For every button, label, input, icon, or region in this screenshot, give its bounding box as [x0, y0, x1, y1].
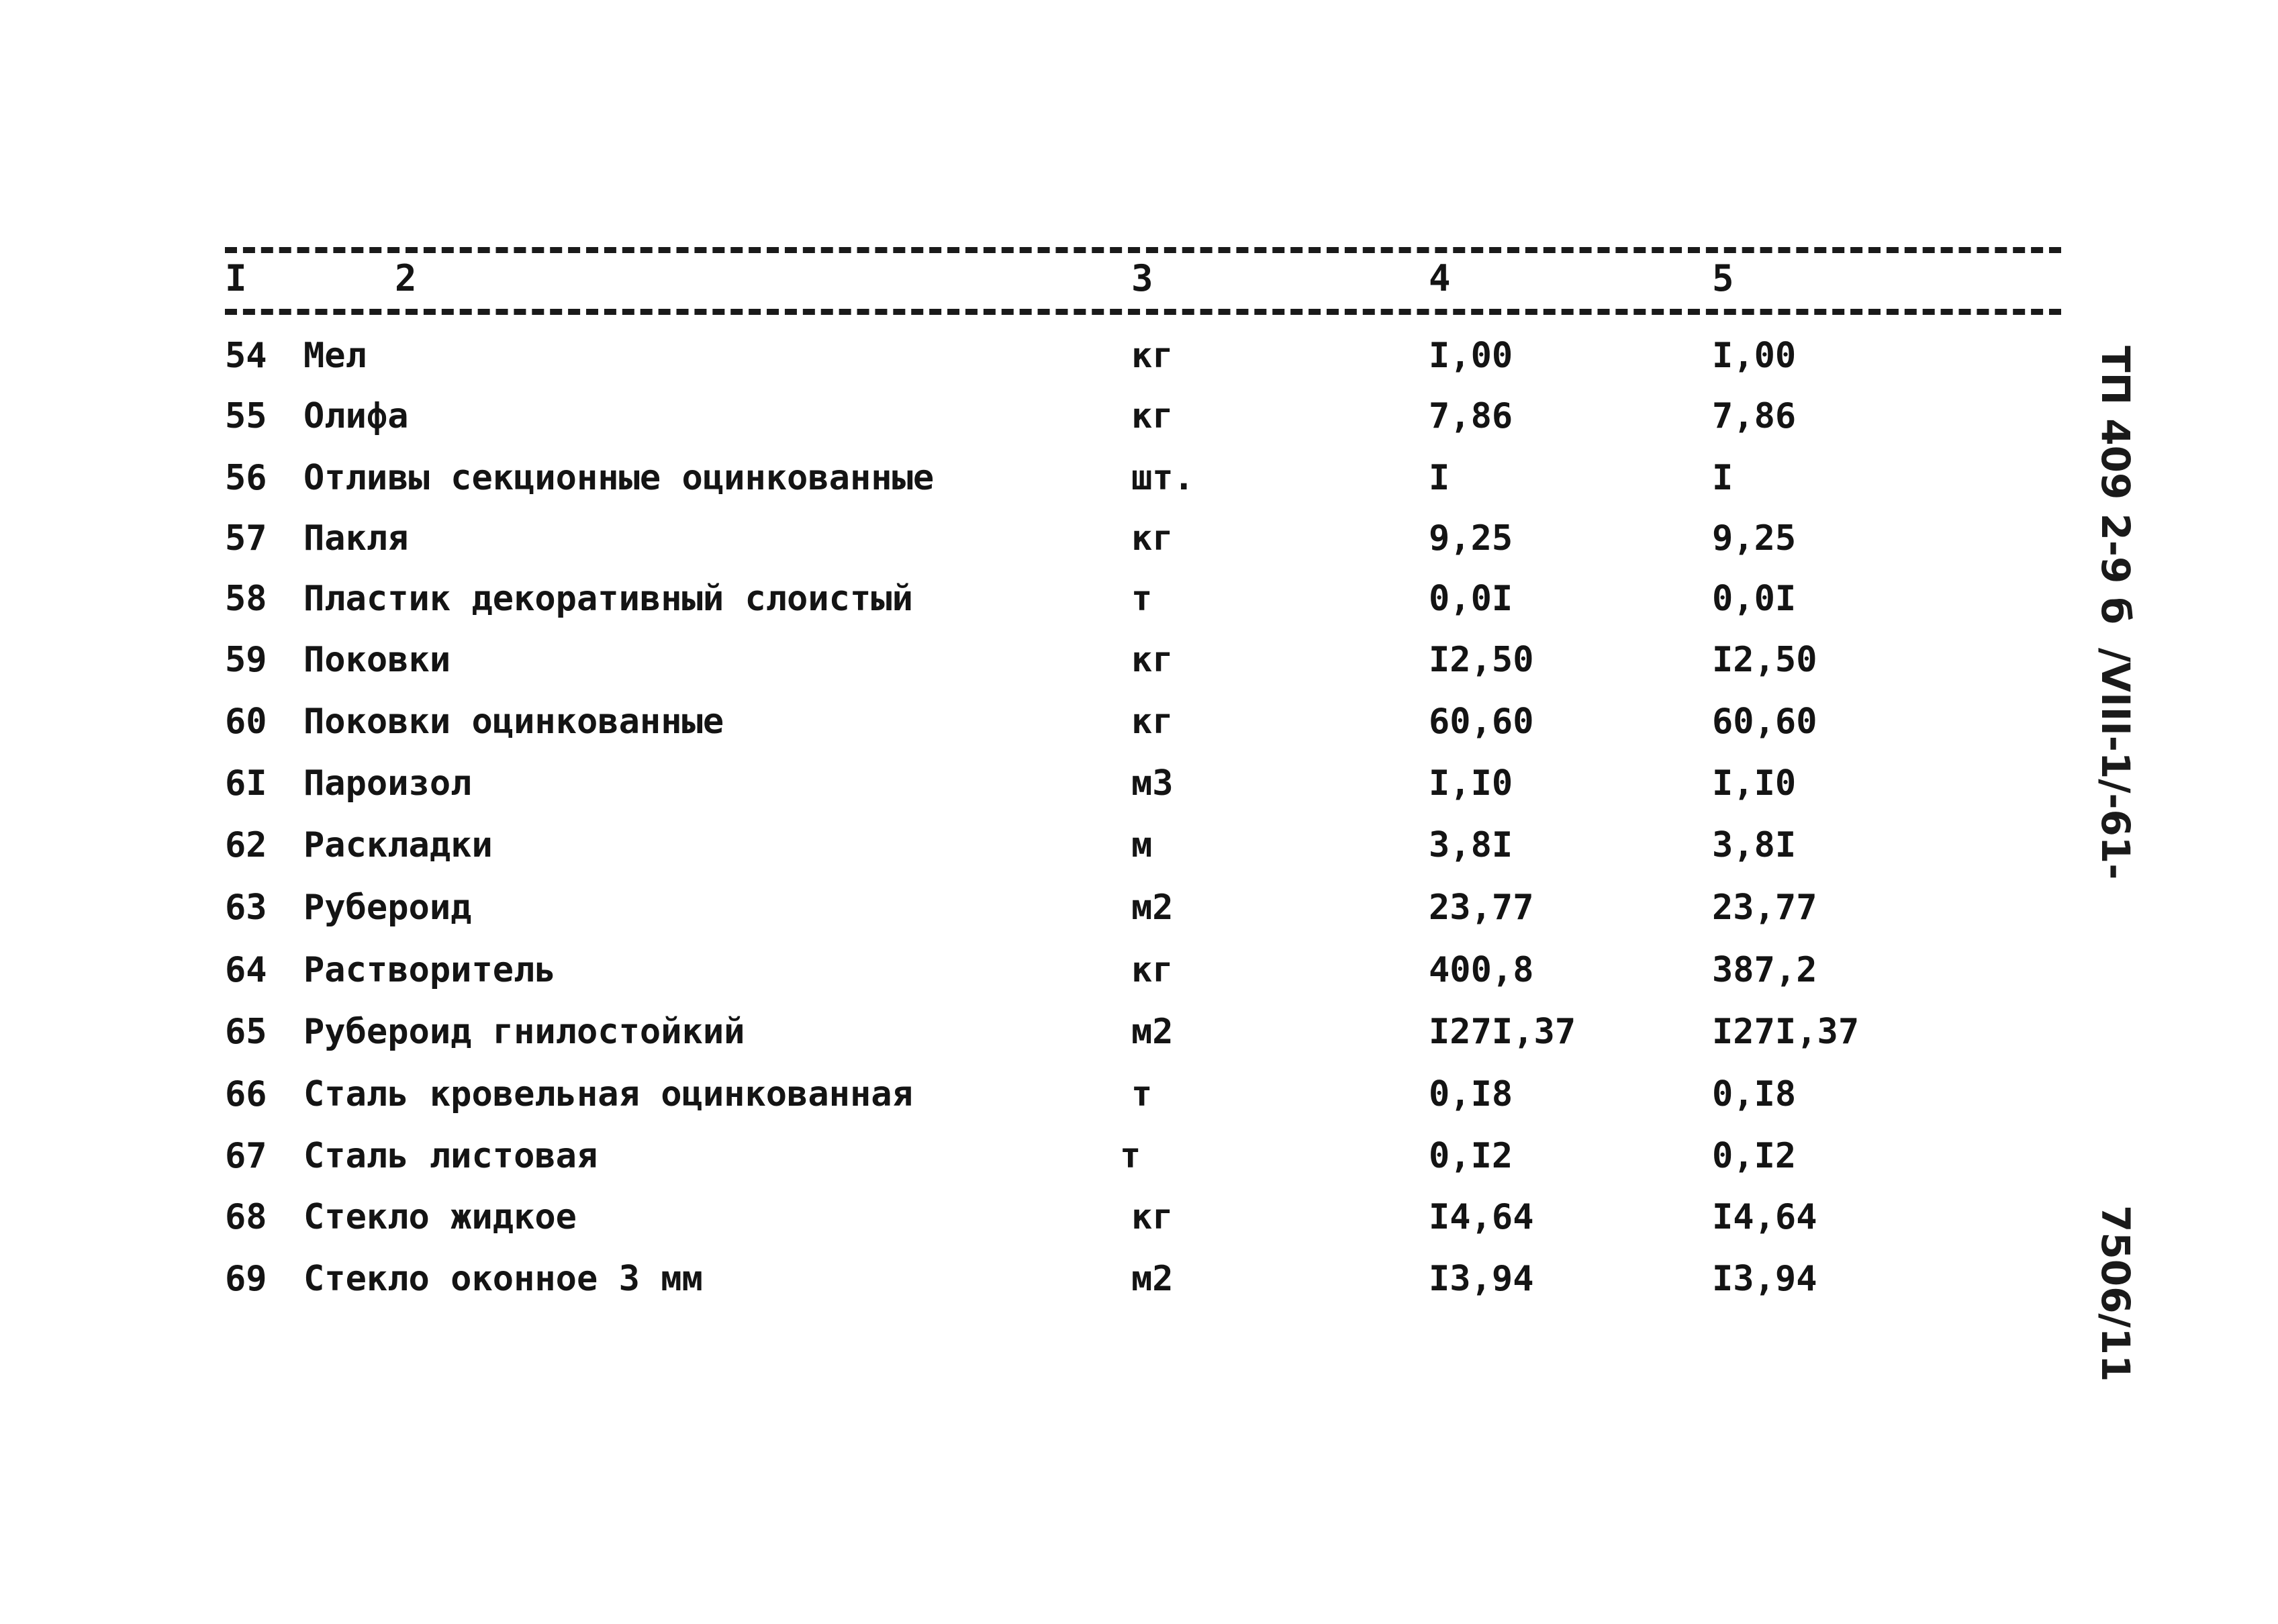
material-name: Рубероид	[303, 888, 472, 928]
row-number: 54	[225, 336, 267, 376]
value-col-4: 0,I2	[1429, 1136, 1513, 1176]
table-row	[0, 1005, 2278, 1059]
value-col-5: I,I0	[1712, 763, 1797, 804]
table-row	[0, 329, 2278, 383]
side-note-inventory-number: 7506/11	[2093, 1205, 2138, 1382]
value-col-5: 7,86	[1712, 396, 1797, 436]
material-name: Олифа	[303, 396, 409, 436]
material-name: Пакля	[303, 518, 409, 559]
table-header	[0, 255, 2278, 302]
value-col-5: 23,77	[1712, 888, 1817, 928]
value-col-5: I2,50	[1712, 640, 1817, 680]
value-col-5: 0,I8	[1712, 1074, 1797, 1114]
row-number: 62	[225, 825, 267, 865]
table-row	[0, 1252, 2278, 1306]
table-row	[0, 695, 2278, 749]
material-name: Сталь листовая	[303, 1136, 598, 1176]
unit: м	[1131, 825, 1153, 865]
material-name: Раскладки	[303, 825, 493, 865]
value-col-4: 60,60	[1429, 702, 1534, 742]
row-number: 68	[225, 1197, 267, 1237]
material-name: Поковки оцинкованные	[303, 702, 724, 742]
unit: т	[1131, 1074, 1153, 1114]
value-col-4: 0,0I	[1429, 579, 1513, 619]
table-row	[0, 1190, 2278, 1244]
value-col-5: I4,64	[1712, 1197, 1817, 1237]
unit: т	[1120, 1136, 1141, 1176]
table-row	[0, 943, 2278, 997]
table-row	[0, 512, 2278, 565]
value-col-5: 387,2	[1712, 950, 1817, 990]
value-col-4: I	[1429, 458, 1450, 498]
unit: кг	[1131, 518, 1174, 559]
value-col-4: I27I,37	[1429, 1012, 1576, 1052]
unit: кг	[1131, 640, 1174, 680]
table-row	[0, 572, 2278, 626]
header-top-rule	[225, 247, 2061, 253]
row-number: 55	[225, 396, 267, 436]
row-number: 63	[225, 888, 267, 928]
value-col-4: 400,8	[1429, 950, 1534, 990]
unit: шт.	[1131, 458, 1194, 498]
value-col-4: 3,8I	[1429, 825, 1513, 865]
value-col-4: 23,77	[1429, 888, 1534, 928]
row-number: 57	[225, 518, 267, 559]
row-number: 64	[225, 950, 267, 990]
row-number: 6I	[225, 763, 267, 804]
table-row	[0, 389, 2278, 443]
value-col-5: 0,0I	[1712, 579, 1797, 619]
row-number: 67	[225, 1136, 267, 1176]
table-row	[0, 818, 2278, 872]
row-number: 58	[225, 579, 267, 619]
row-number: 56	[225, 458, 267, 498]
row-number: 69	[225, 1259, 267, 1299]
unit: кг	[1131, 396, 1174, 436]
unit: кг	[1131, 702, 1174, 742]
value-col-5: 3,8I	[1712, 825, 1797, 865]
value-col-4: I2,50	[1429, 640, 1534, 680]
value-col-5: I	[1712, 458, 1734, 498]
row-number: 60	[225, 702, 267, 742]
table-row	[0, 1129, 2278, 1183]
table-row	[0, 757, 2278, 810]
header-col-4: 4	[1429, 257, 1451, 299]
material-name: Стекло жидкое	[303, 1197, 577, 1237]
unit: кг	[1131, 1197, 1174, 1237]
value-col-4: I,00	[1429, 336, 1513, 376]
value-col-4: I4,64	[1429, 1197, 1534, 1237]
header-col-1: I	[225, 257, 247, 299]
value-col-5: 0,I2	[1712, 1136, 1797, 1176]
value-col-5: I,00	[1712, 336, 1797, 376]
side-note-project-code: ТП 409 2-9 б	[2093, 346, 2138, 625]
row-number: 66	[225, 1074, 267, 1114]
value-col-4: 7,86	[1429, 396, 1513, 436]
material-name: Растворитель	[303, 950, 556, 990]
unit: м2	[1131, 888, 1174, 928]
material-name: Пароизол	[303, 763, 472, 804]
unit: т	[1131, 579, 1153, 619]
unit: м2	[1131, 1012, 1174, 1052]
table-row	[0, 881, 2278, 935]
value-col-5: I27I,37	[1712, 1012, 1860, 1052]
header-col-2: 2	[395, 257, 417, 299]
material-name: Отливы секционные оцинкованные	[303, 458, 935, 498]
value-col-5: 9,25	[1712, 518, 1797, 559]
value-col-5: I3,94	[1712, 1259, 1817, 1299]
material-name: Рубероид гнилостойкий	[303, 1012, 745, 1052]
row-number: 59	[225, 640, 267, 680]
material-name: Мел	[303, 336, 367, 376]
row-number: 65	[225, 1012, 267, 1052]
material-name: Стекло оконное 3 мм	[303, 1259, 703, 1299]
table-row	[0, 1067, 2278, 1121]
header-col-3: 3	[1131, 257, 1153, 299]
header-col-5: 5	[1712, 257, 1734, 299]
unit: кг	[1131, 336, 1174, 376]
material-name: Пластик декоративный слоистый	[303, 579, 913, 619]
unit: кг	[1131, 950, 1174, 990]
material-name: Сталь кровельная оцинкованная	[303, 1074, 913, 1114]
table-row	[0, 633, 2278, 687]
value-col-4: I3,94	[1429, 1259, 1534, 1299]
material-name: Поковки	[303, 640, 451, 680]
table-row	[0, 451, 2278, 505]
value-col-5: 60,60	[1712, 702, 1817, 742]
value-col-4: 0,I8	[1429, 1074, 1513, 1114]
unit: м2	[1131, 1259, 1174, 1299]
value-col-4: 9,25	[1429, 518, 1513, 559]
unit: м3	[1131, 763, 1174, 804]
header-bottom-rule	[225, 309, 2061, 315]
value-col-4: I,I0	[1429, 763, 1513, 804]
side-note-album: /VIII-1/-61-	[2093, 648, 2138, 880]
